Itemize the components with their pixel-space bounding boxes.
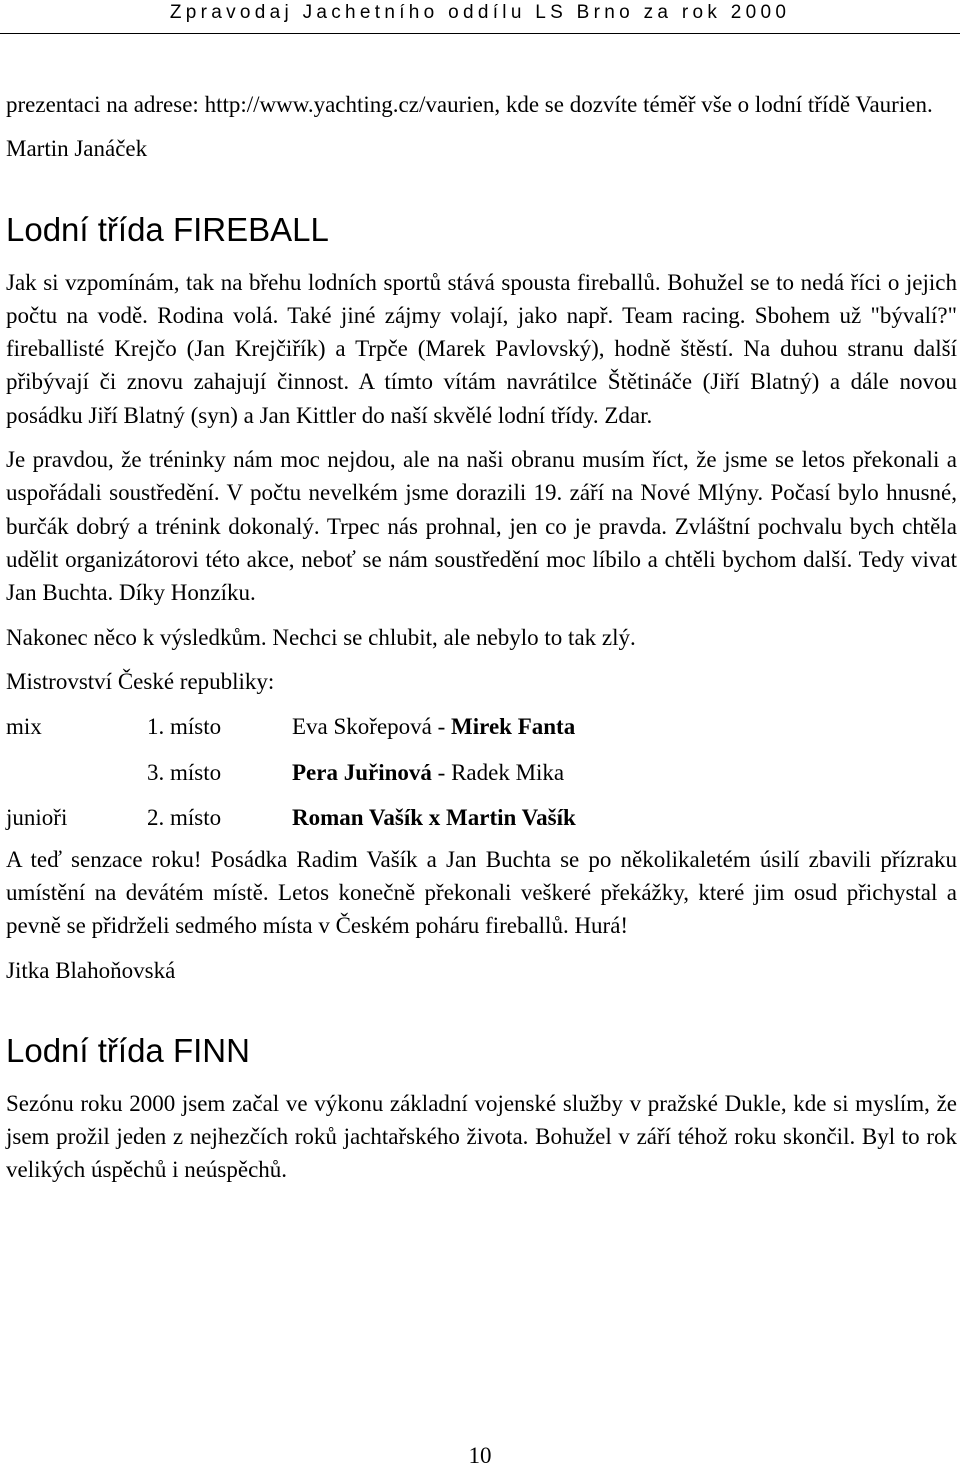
fireball-paragraph-4: A teď senzace roku! Posádka Radim Vašík a Jan Buchta se po několikaletém úsilí zbavili přízraku umístění na devátém místě. Letos konečně překonali veškeré překážky, které jim osud přichystal a pevně se přidrželi sedmého místa v Českém poháru fireballů. Hurá! <box>6 846 957 939</box>
results-category: junioři <box>6 805 68 831</box>
results-crew <box>292 756 564 789</box>
results-crew <box>292 801 576 834</box>
finn-paragraph-1: Sezónu roku 2000 jsem začal ve výkonu základní vojenské služby v pražské Dukle, kde si myslím, že jsem prožil jeden z nejhezčích roků jachtařského života. Bohužel v září téhož roku skončil. Byl to rok velikých úspěchů i neúspěchů. <box>6 1090 957 1183</box>
fireball-paragraph-2: Je pravdou, že tréninky nám moc nejdou, ale na naši obranu musím říct, že jsme se letos překonali a uspořádali soustředění. V počtu nevelkém jsme dorazili 19. září na Nové Mlýny. Počasí bylo hnusné, burčák dobrý a trénink dokonalý. Trpec nás prohnal, jen co je pravda. Zvláštní pochvalu bych chtěla udělit organizátorovi této akce, neboť se nám soustředění moc líbilo a chtěli bychom další. Tedy vivat Jan Buchta. Díky Honzíku. <box>6 447 957 606</box>
results-crew <box>292 710 575 743</box>
results-place: 3. místo <box>147 759 222 785</box>
results-table <box>6 710 957 847</box>
results-category: mix <box>6 714 42 740</box>
results-row <box>6 756 957 802</box>
crew-helm: Eva Skořepová - <box>292 714 452 740</box>
vaurien-author: Martin Janáček <box>6 136 148 162</box>
results-place: 2. místo <box>147 805 222 831</box>
running-header: Zpravodaj Jachetního oddílu LS Brno za rok 2000 <box>169 2 791 23</box>
crew-crew-bold: Mirek Fanta <box>451 714 576 740</box>
results-place: 1. místo <box>147 714 222 740</box>
vaurien-closing-paragraph: prezentaci na adrese: http://www.yachting.cz/vaurien, kde se dozvíte téměř vše o lodní třídě Vaurien. <box>6 92 933 117</box>
header-rule <box>0 33 960 34</box>
fireball-paragraph-1: Jak si vzpomínám, tak na břehu lodních sportů stává spousta fireballů. Bohužel se to nedá říci o jejich počtu na vodě. Rodina volá. Také jiné zájmy volají, jako např. Team racing. Sbohem už "bývalí?" fireballisté Krejčo (Jan Krejčiřík) a Trpče (Marek Pavlovský), hodně štěstí. Na duhou stranu další přibývají či znovu zahajují činnost. A tímto vítám navrátilce Štětináče (Jiří Blatný) a dále novou posádku Jiří Blatný (syn) a Jan Kittler do naší skvělé lodní třídy. Zdar. <box>6 269 957 428</box>
crew-crew: - Radek Mika <box>431 759 565 785</box>
results-row <box>6 801 957 847</box>
fireball-paragraph-3: Nakonec něco k výsledkům. Nechci se chlubit, ale nebylo to tak zlý. <box>6 624 636 650</box>
results-row <box>6 710 957 756</box>
crew-bold: Roman Vašík x Martin Vašík <box>292 805 576 831</box>
page-content <box>6 88 957 1187</box>
page-number: 10 <box>468 1443 492 1468</box>
finn-heading: Lodní třída FINN <box>6 1031 250 1069</box>
fireball-heading: Lodní třída FIREBALL <box>6 210 329 248</box>
championship-label: Mistrovství České republiky: <box>6 668 275 694</box>
crew-helm-bold: Pera Juřinová <box>292 759 432 785</box>
fireball-author: Jitka Blahoňovská <box>6 957 176 983</box>
